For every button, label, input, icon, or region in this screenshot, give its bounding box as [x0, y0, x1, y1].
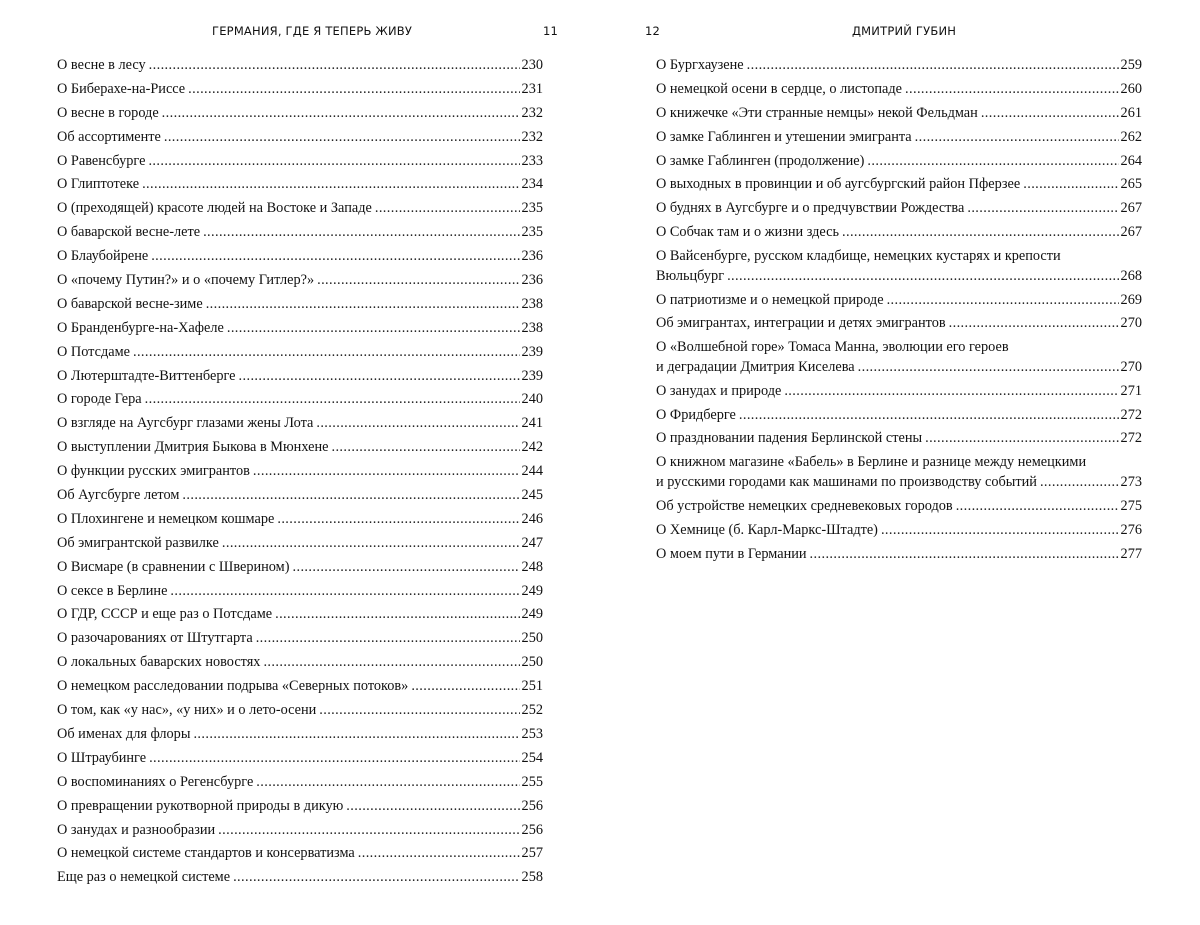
toc-entry: [57, 341, 543, 365]
dot-leader: [151, 247, 519, 267]
toc-entry-line: [656, 175, 1142, 195]
toc-entry-line: [57, 319, 543, 339]
toc-entry-page-number: 259: [1120, 57, 1142, 73]
toc-entry-title: О баварской весне-зиме: [57, 295, 203, 312]
dot-leader: [317, 271, 519, 291]
dot-leader: [149, 749, 519, 769]
toc-entry: [57, 580, 543, 604]
dot-leader: [233, 868, 519, 888]
toc-entry-title: О патриотизме и о немецкой природе: [656, 291, 884, 308]
dot-leader: [358, 844, 520, 864]
dot-leader: [346, 797, 519, 817]
toc-entry-line: [57, 510, 543, 530]
toc-entry: [656, 312, 1142, 336]
toc-entry: [57, 603, 543, 627]
toc-entry-line: [656, 429, 1142, 449]
toc-entry-title-line: О книжном магазине «Бабель» в Берлине и разнице между немецкими: [656, 454, 1087, 471]
toc-entry-page-number: 235: [521, 224, 543, 241]
toc-entry-line: [57, 725, 543, 745]
toc-entry-page-number: 273: [1120, 473, 1142, 490]
dot-leader: [227, 319, 520, 339]
dot-leader: [967, 199, 1118, 219]
toc-entry-line: [57, 749, 543, 769]
toc-entry-line: [57, 367, 543, 387]
toc-entry-title: О (преходящей) красоте людей на Востоке и Западе: [57, 200, 372, 217]
toc-entry-page-number: 262: [1120, 128, 1142, 145]
toc-entry: [57, 460, 543, 484]
toc-entry: [57, 102, 543, 126]
toc-entry-page-number: 250: [521, 654, 543, 671]
toc-entry: [656, 451, 1142, 494]
toc-entry-title: О немецкой осени в сердце, о листопаде: [656, 80, 903, 97]
toc-entry-page-number: 267: [1120, 224, 1142, 241]
toc-entry-line: [57, 128, 543, 148]
dot-leader: [810, 545, 1119, 565]
toc-entry-line: [57, 486, 543, 506]
toc-entry-page-number: 232: [521, 128, 543, 145]
toc-entry-title: О Блаубойрене: [57, 248, 149, 265]
toc-entry-page-number: 256: [521, 797, 543, 814]
dot-leader: [256, 773, 519, 793]
dot-leader: [1040, 473, 1119, 493]
toc-entry-page-number: 252: [521, 702, 543, 719]
toc-entry-title: Об устройстве немецких средневековых городов: [656, 497, 953, 514]
dot-leader: [277, 510, 519, 530]
dot-leader: [193, 725, 519, 745]
toc-entry: [656, 78, 1142, 102]
toc-entry-title: О баварской весне-лете: [57, 224, 201, 241]
toc-entry: [57, 699, 543, 723]
toc-entry-line: [57, 80, 543, 100]
toc-entry-page-number: 271: [1120, 382, 1142, 399]
toc-entry-page-number: 249: [521, 606, 543, 623]
toc-entry-page-number: 258: [521, 869, 543, 886]
toc-entry-page-number: 242: [521, 439, 543, 456]
toc-entry: [57, 388, 543, 412]
toc-entry-page-number: 249: [521, 582, 543, 599]
toc-entry: [57, 675, 543, 699]
toc-entry: [57, 508, 543, 532]
toc-entry-line: [57, 271, 543, 291]
toc-entry-page-number: 270: [1120, 358, 1142, 375]
toc-entry-line: [57, 343, 543, 363]
dot-leader: [956, 497, 1119, 517]
toc-entry-title: Вюльцбург: [656, 267, 725, 284]
toc-entry-line: [57, 582, 543, 602]
toc-entry-page-number: 230: [521, 57, 543, 73]
dot-leader: [739, 406, 1119, 426]
left-running-head: ГЕРМАНИЯ, ГДЕ Я ТЕПЕРЬ ЖИВУ: [212, 24, 413, 38]
toc-entry-title: О Потсдаме: [57, 343, 130, 360]
toc-entry-page-number: 244: [521, 463, 543, 480]
toc-entry-page-number: 236: [521, 272, 543, 289]
toc-entry: [57, 771, 543, 795]
toc-entry-page-number: 235: [521, 200, 543, 217]
dot-leader: [842, 223, 1119, 243]
right-page: [645, 0, 1142, 925]
dot-leader: [263, 653, 519, 673]
toc-entry-page-number: 255: [521, 773, 543, 790]
toc-entry-line: [656, 382, 1142, 402]
dot-leader: [170, 582, 519, 602]
toc-entry-line: [57, 462, 543, 482]
toc-entry: [57, 819, 543, 843]
toc-entry-title: О функции русских эмигрантов: [57, 463, 250, 480]
toc-entry-page-number: 231: [521, 80, 543, 97]
toc-entry: [656, 519, 1142, 543]
toc-entry: [57, 126, 543, 150]
toc-entry-title: О локальных баварских новостях: [57, 654, 261, 671]
toc-entry-title: О Лютерштадте-Виттенберге: [57, 367, 236, 384]
dot-leader: [858, 358, 1119, 378]
dot-leader: [375, 199, 520, 219]
toc-entry-line: [656, 223, 1142, 243]
toc-entry-page-number: 256: [521, 821, 543, 838]
toc-entry-page-number: 248: [521, 558, 543, 575]
toc-entry-line: [57, 223, 543, 243]
toc-entry-line: [57, 414, 543, 434]
left-toc-list: [57, 54, 543, 890]
dot-leader: [293, 558, 520, 578]
toc-entry: [656, 197, 1142, 221]
right-running-head: ДМИТРИЙ ГУБИН: [852, 24, 957, 38]
toc-entry-page-number: 245: [521, 487, 543, 504]
toc-entry-title: О взгляде на Аугсбург глазами жены Лота: [57, 415, 314, 432]
toc-entry: [57, 54, 543, 78]
toc-entry-line: [656, 358, 1142, 378]
toc-entry-title: О весне в лесу: [57, 57, 146, 73]
toc-entry-title: О занудах и разнообразии: [57, 821, 216, 838]
toc-entry-title: О городе Гера: [57, 391, 142, 408]
toc-entry-line: [57, 295, 543, 315]
toc-entry-line: [656, 291, 1142, 311]
toc-entry-page-number: 238: [521, 295, 543, 312]
toc-entry: [57, 532, 543, 556]
toc-entry-title: О сексе в Берлине: [57, 582, 168, 599]
toc-entry-page-number: 264: [1120, 152, 1142, 169]
toc-entry: [57, 197, 543, 221]
toc-entry: [57, 627, 543, 651]
toc-entry-line: [656, 267, 1142, 287]
dot-leader: [784, 382, 1118, 402]
dot-leader: [133, 343, 520, 363]
toc-entry: [57, 78, 543, 102]
dot-leader: [949, 314, 1119, 334]
dot-leader: [331, 438, 519, 458]
dot-leader: [867, 152, 1118, 172]
dot-leader: [164, 128, 520, 148]
toc-entry-title: О моем пути в Германии: [656, 545, 807, 562]
toc-entry-line: [57, 104, 543, 124]
toc-entry-page-number: 246: [521, 510, 543, 527]
toc-entry: [57, 173, 543, 197]
toc-entry-page-number: 270: [1120, 315, 1142, 332]
dot-leader: [203, 223, 519, 243]
toc-entry-line: [57, 868, 543, 888]
toc-entry-line: [57, 773, 543, 793]
toc-entry-page-number: 232: [521, 104, 543, 121]
toc-entry: [656, 404, 1142, 428]
toc-entry-page-number: 265: [1120, 176, 1142, 193]
toc-entry: [656, 150, 1142, 174]
toc-entry-line: [656, 152, 1142, 172]
toc-entry-line: [656, 199, 1142, 219]
dot-leader: [905, 80, 1119, 100]
toc-entry-line: [656, 314, 1142, 334]
toc-entry-page-number: 233: [521, 152, 543, 169]
toc-entry-line: [57, 677, 543, 697]
toc-entry-line: [57, 821, 543, 841]
dot-leader: [1023, 175, 1118, 195]
toc-entry-title: и русскими городами как машинами по производству событий: [656, 473, 1037, 490]
toc-entry-line: [57, 152, 543, 172]
toc-entry-line: [57, 56, 543, 76]
toc-entry: [656, 427, 1142, 451]
toc-entry-line: [57, 797, 543, 817]
toc-entry-page-number: 272: [1120, 406, 1142, 423]
toc-entry: [656, 245, 1142, 288]
toc-entry-line: [57, 534, 543, 554]
dot-leader: [887, 291, 1119, 311]
toc-entry-title: О книжечке «Эти странные немцы» некой Фельдман: [656, 104, 978, 121]
toc-entry-page-number: 277: [1120, 545, 1142, 562]
toc-entry-title: и деградации Дмитрия Киселева: [656, 358, 855, 375]
toc-entry-title: О весне в городе: [57, 104, 159, 121]
dot-leader: [915, 128, 1119, 148]
dot-leader: [881, 521, 1119, 541]
toc-entry-title: Об Аугсбурге летом: [57, 487, 180, 504]
toc-entry-line: [656, 56, 1142, 76]
toc-entry-line: [57, 844, 543, 864]
toc-entry: [656, 336, 1142, 379]
dot-leader: [239, 367, 520, 387]
toc-entry: [57, 866, 543, 890]
toc-entry: [57, 436, 543, 460]
toc-entry-title: Об ассортименте: [57, 128, 161, 145]
toc-entry-line: [57, 558, 543, 578]
right-page-number: 12: [645, 24, 661, 38]
toc-entry: [57, 484, 543, 508]
toc-entry-title: О немецком расследовании подрыва «Северных потоков»: [57, 678, 409, 695]
dot-leader: [319, 701, 519, 721]
toc-entry-page-number: 239: [521, 367, 543, 384]
toc-entry-page-number: 276: [1120, 521, 1142, 538]
toc-entry-page-number: 268: [1120, 267, 1142, 284]
toc-entry: [656, 102, 1142, 126]
toc-entry: [656, 380, 1142, 404]
toc-entry: [57, 245, 543, 269]
toc-entry-line: [57, 701, 543, 721]
toc-entry-title: О буднях в Аугсбурге и о предчувствии Рождества: [656, 200, 965, 217]
toc-entry-line: [57, 247, 543, 267]
toc-entry-page-number: 261: [1120, 104, 1142, 121]
toc-entry-line: [656, 80, 1142, 100]
toc-entry-line: [656, 545, 1142, 565]
toc-entry-title: Об эмигрантах, интеграции и детях эмигрантов: [656, 315, 946, 332]
dot-leader: [747, 56, 1119, 76]
toc-entry-title: О выходных в провинции и об аугсбургский район Пферзее: [656, 176, 1021, 193]
toc-entry-title: О Бранденбурге-на-Хафеле: [57, 319, 224, 336]
toc-entry-title: О немецкой системе стандартов и консерватизма: [57, 845, 355, 862]
dot-leader: [727, 267, 1118, 287]
dot-leader: [149, 56, 520, 76]
toc-entry: [656, 495, 1142, 519]
toc-entry-line: [656, 128, 1142, 148]
toc-entry: [656, 54, 1142, 78]
dot-leader: [145, 390, 520, 410]
left-page: [57, 0, 559, 925]
toc-entry: [57, 221, 543, 245]
dot-leader: [981, 104, 1119, 124]
dot-leader: [188, 80, 519, 100]
toc-entry: [57, 317, 543, 341]
toc-entry: [656, 289, 1142, 313]
toc-entry-title: О Фридберге: [656, 406, 736, 423]
toc-entry: [57, 795, 543, 819]
toc-entry-title-line: О Вайсенбурге, русском кладбище, немецких кустарях и крепости: [656, 248, 1061, 265]
toc-entry-page-number: 260: [1120, 80, 1142, 97]
toc-entry: [57, 365, 543, 389]
toc-entry: [57, 293, 543, 317]
toc-entry-page-number: 275: [1120, 497, 1142, 514]
dot-leader: [925, 429, 1118, 449]
toc-entry-title: Еще раз о немецкой системе: [57, 869, 231, 886]
toc-entry-line: [57, 629, 543, 649]
toc-entry: [656, 543, 1142, 567]
toc-entry: [656, 126, 1142, 150]
toc-entry: [57, 269, 543, 293]
toc-entry-page-number: 250: [521, 630, 543, 647]
toc-entry-title: О Собчак там и о жизни здесь: [656, 224, 839, 241]
toc-entry-title: Об эмигрантской развилке: [57, 534, 219, 551]
toc-entry: [57, 556, 543, 580]
toc-entry: [656, 221, 1142, 245]
toc-entry-line: [656, 473, 1142, 493]
toc-entry-title: О Глиптотеке: [57, 176, 140, 193]
toc-entry-line: [57, 175, 543, 195]
toc-entry-title: О Бургхаузене: [656, 57, 744, 73]
toc-entry-page-number: 241: [521, 415, 543, 432]
toc-entry-title: О праздновании падения Берлинской стены: [656, 430, 923, 447]
toc-entry-page-number: 253: [521, 725, 543, 742]
toc-entry: [57, 842, 543, 866]
toc-entry-title: О разочарованиях от Штутгарта: [57, 630, 253, 647]
toc-entry-title: О Висмаре (в сравнении с Шверином): [57, 558, 290, 575]
left-page-number: 11: [543, 24, 559, 38]
toc-entry-page-number: 267: [1120, 200, 1142, 217]
toc-entry: [57, 651, 543, 675]
dot-leader: [148, 152, 519, 172]
toc-entry-title: О Хемнице (б. Карл-Маркс-Штадте): [656, 521, 878, 538]
dot-leader: [218, 821, 519, 841]
toc-entry-page-number: 247: [521, 534, 543, 551]
toc-entry-page-number: 251: [521, 678, 543, 695]
dot-leader: [182, 486, 519, 506]
dot-leader: [206, 295, 520, 315]
toc-entry-title: О «почему Путин?» и о «почему Гитлер?»: [57, 272, 315, 289]
toc-entry-title: О замке Габлинген (продолжение): [656, 152, 865, 169]
toc-entry-line: [57, 199, 543, 219]
toc-entry: [57, 747, 543, 771]
toc-entry-page-number: 272: [1120, 430, 1142, 447]
toc-entry-title: О Биберахе-на-Риссе: [57, 80, 186, 97]
toc-entry-line: [57, 438, 543, 458]
toc-entry-line: [57, 390, 543, 410]
toc-entry-page-number: 238: [521, 319, 543, 336]
toc-entry-title-line: О «Волшебной горе» Томаса Манна, эволюции его героев: [656, 339, 1009, 356]
dot-leader: [222, 534, 520, 554]
right-toc-list: [656, 54, 1142, 566]
toc-entry-title: О занудах и природе: [656, 382, 782, 399]
toc-entry: [57, 150, 543, 174]
toc-entry-page-number: 239: [521, 343, 543, 360]
toc-entry-title: Об именах для флоры: [57, 725, 191, 742]
toc-entry-line: [57, 653, 543, 673]
dot-leader: [275, 605, 519, 625]
toc-entry-title: О выступлении Дмитрия Быкова в Мюнхене: [57, 439, 329, 456]
dot-leader: [142, 175, 519, 195]
dot-leader: [411, 677, 519, 697]
toc-entry-title: О Штраубинге: [57, 749, 147, 766]
dot-leader: [162, 104, 520, 124]
toc-entry: [656, 173, 1142, 197]
dot-leader: [256, 629, 520, 649]
toc-entry-page-number: 254: [521, 749, 543, 766]
toc-entry-title: О Равенсбурге: [57, 152, 146, 169]
dot-leader: [253, 462, 520, 482]
toc-entry-title: О том, как «у нас», «у них» и о лето-осени: [57, 702, 317, 719]
toc-entry-page-number: 257: [521, 845, 543, 862]
toc-entry-title: О Плохингене и немецком кошмаре: [57, 510, 275, 527]
toc-entry-page-number: 236: [521, 248, 543, 265]
toc-entry-line: [656, 104, 1142, 124]
toc-entry: [57, 412, 543, 436]
toc-entry-page-number: 269: [1120, 291, 1142, 308]
dot-leader: [316, 414, 519, 434]
toc-entry-line: [656, 497, 1142, 517]
toc-entry: [57, 723, 543, 747]
toc-entry-title: О замке Габлинген и утешении эмигранта: [656, 128, 912, 145]
toc-entry-line: [656, 406, 1142, 426]
toc-entry-title: О превращении рукотворной природы в дикую: [57, 797, 344, 814]
toc-entry-page-number: 234: [521, 176, 543, 193]
toc-entry-title: О ГДР, СССР и еще раз о Потсдаме: [57, 606, 273, 623]
toc-entry-page-number: 240: [521, 391, 543, 408]
toc-entry-line: [57, 605, 543, 625]
toc-entry-line: [656, 521, 1142, 541]
toc-entry-title: О воспоминаниях о Регенсбурге: [57, 773, 254, 790]
